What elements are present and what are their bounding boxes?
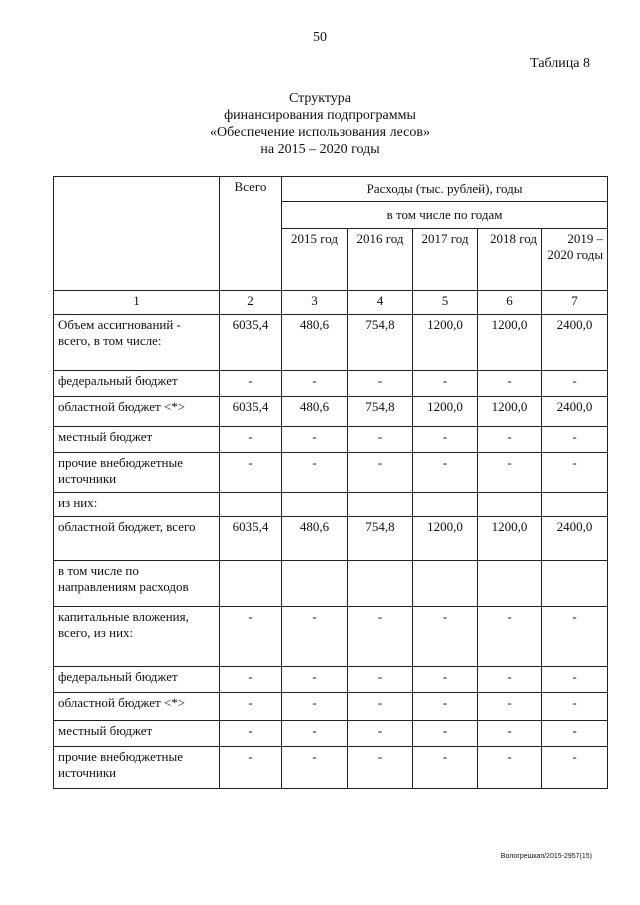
row-label: федеральный бюджет [54,667,220,693]
row-value [348,561,413,607]
table-row [54,667,608,693]
row-value [478,561,542,607]
row-label: местный бюджет [54,427,220,453]
table-row [54,453,608,493]
table-label: Таблица 8 [530,56,590,71]
row-value: - [348,453,413,493]
table-row [54,371,608,397]
row-value: - [413,747,478,789]
row-value: - [220,371,282,397]
table-row [54,747,608,789]
row-value: - [220,427,282,453]
row-value [478,493,542,517]
row-value [413,561,478,607]
row-value: - [282,667,348,693]
row-value: - [413,427,478,453]
row-value: - [348,721,413,747]
row-value [282,561,348,607]
row-label: местный бюджет [54,721,220,747]
row-value: - [348,607,413,667]
row-value: - [478,371,542,397]
row-value: - [282,747,348,789]
row-value: - [220,667,282,693]
row-value: - [413,371,478,397]
table-row [54,721,608,747]
header-year-2016: 2016 год [348,229,413,291]
row-value: 754,8 [348,517,413,561]
row-value [413,493,478,517]
row-value [348,493,413,517]
header-year-2017: 2017 год [413,229,478,291]
row-value [220,561,282,607]
row-value: 6035,4 [220,517,282,561]
row-value [282,493,348,517]
row-value: 6035,4 [220,397,282,427]
table-row [54,397,608,427]
row-value: - [413,667,478,693]
table-row [54,493,608,517]
header-total: Всего [220,177,282,291]
row-value: - [478,427,542,453]
title-line: «Обеспечение использования лесов» [210,125,430,140]
table-row [54,517,608,561]
title-line: на 2015 – 2020 годы [260,142,380,157]
row-label: из них: [54,493,220,517]
row-value: - [348,427,413,453]
row-value: - [542,721,608,747]
row-value: - [413,607,478,667]
row-value [542,561,608,607]
row-value: - [542,453,608,493]
row-value: - [282,721,348,747]
table-row [54,315,608,371]
row-value: - [542,693,608,721]
row-value: - [542,667,608,693]
row-value: - [542,607,608,667]
row-value: - [220,453,282,493]
financing-table [53,176,608,789]
row-value: - [542,747,608,789]
row-value: - [348,747,413,789]
header-year-2018: 2018 год [478,229,542,291]
row-value: 1200,0 [478,397,542,427]
row-label: прочие внебюджетные источники [54,747,220,789]
table-title [0,90,640,158]
document-code: Вологрешкап/2015-2957(15) [500,853,592,860]
page-number: 50 [313,30,327,45]
row-value: 480,6 [282,315,348,371]
row-value: 2400,0 [542,397,608,427]
row-value: - [348,667,413,693]
row-value: - [220,693,282,721]
row-value: 2400,0 [542,315,608,371]
row-value: - [478,747,542,789]
column-number: 1 [54,291,220,315]
row-value: - [282,453,348,493]
row-label: Объем ассигнований - всего, в том числе: [54,315,220,371]
row-value: 480,6 [282,517,348,561]
row-value: - [282,693,348,721]
row-value: - [220,747,282,789]
table-row [54,607,608,667]
row-label: федеральный бюджет [54,371,220,397]
row-value: 480,6 [282,397,348,427]
header-year-2015: 2015 год [282,229,348,291]
row-value: - [282,427,348,453]
row-value [220,493,282,517]
row-value: - [542,427,608,453]
column-number: 3 [282,291,348,315]
row-value: 754,8 [348,315,413,371]
row-value: - [348,371,413,397]
row-value: 1200,0 [413,397,478,427]
row-value: 2400,0 [542,517,608,561]
row-value: - [478,607,542,667]
row-value: - [542,371,608,397]
column-number: 2 [220,291,282,315]
row-value: - [282,607,348,667]
row-value: - [413,453,478,493]
row-label: областной бюджет <*> [54,693,220,721]
row-value: - [413,721,478,747]
row-value: - [478,453,542,493]
row-value: - [220,721,282,747]
row-value: 1200,0 [413,315,478,371]
row-label: областной бюджет <*> [54,397,220,427]
row-label: областной бюджет, всего [54,517,220,561]
title-line: финансирования подпрограммы [224,108,416,123]
row-label: в том числе по направлениям расходов [54,561,220,607]
row-value: - [478,721,542,747]
column-number: 7 [542,291,608,315]
row-value: 1200,0 [478,517,542,561]
table-row [54,427,608,453]
row-value: 1200,0 [413,517,478,561]
row-label: капитальные вложения, всего, из них: [54,607,220,667]
row-value: 1200,0 [478,315,542,371]
row-value: - [220,607,282,667]
row-label: прочие внебюджетные источники [54,453,220,493]
column-number: 4 [348,291,413,315]
column-number: 5 [413,291,478,315]
row-value: - [348,693,413,721]
header-expenses: Расходы (тыс. рублей), годы [282,177,608,202]
header-year-2019-2020: 2019 – 2020 годы [542,229,608,291]
row-value: - [478,667,542,693]
row-value: 754,8 [348,397,413,427]
column-number: 6 [478,291,542,315]
table-row [54,693,608,721]
header-by-years: в том числе по годам [282,202,608,229]
row-value: 6035,4 [220,315,282,371]
row-value [542,493,608,517]
row-value: - [478,693,542,721]
title-line: Структура [288,91,352,106]
header-empty-cell [54,177,220,291]
row-value: - [413,693,478,721]
table-row [54,561,608,607]
row-value: - [282,371,348,397]
